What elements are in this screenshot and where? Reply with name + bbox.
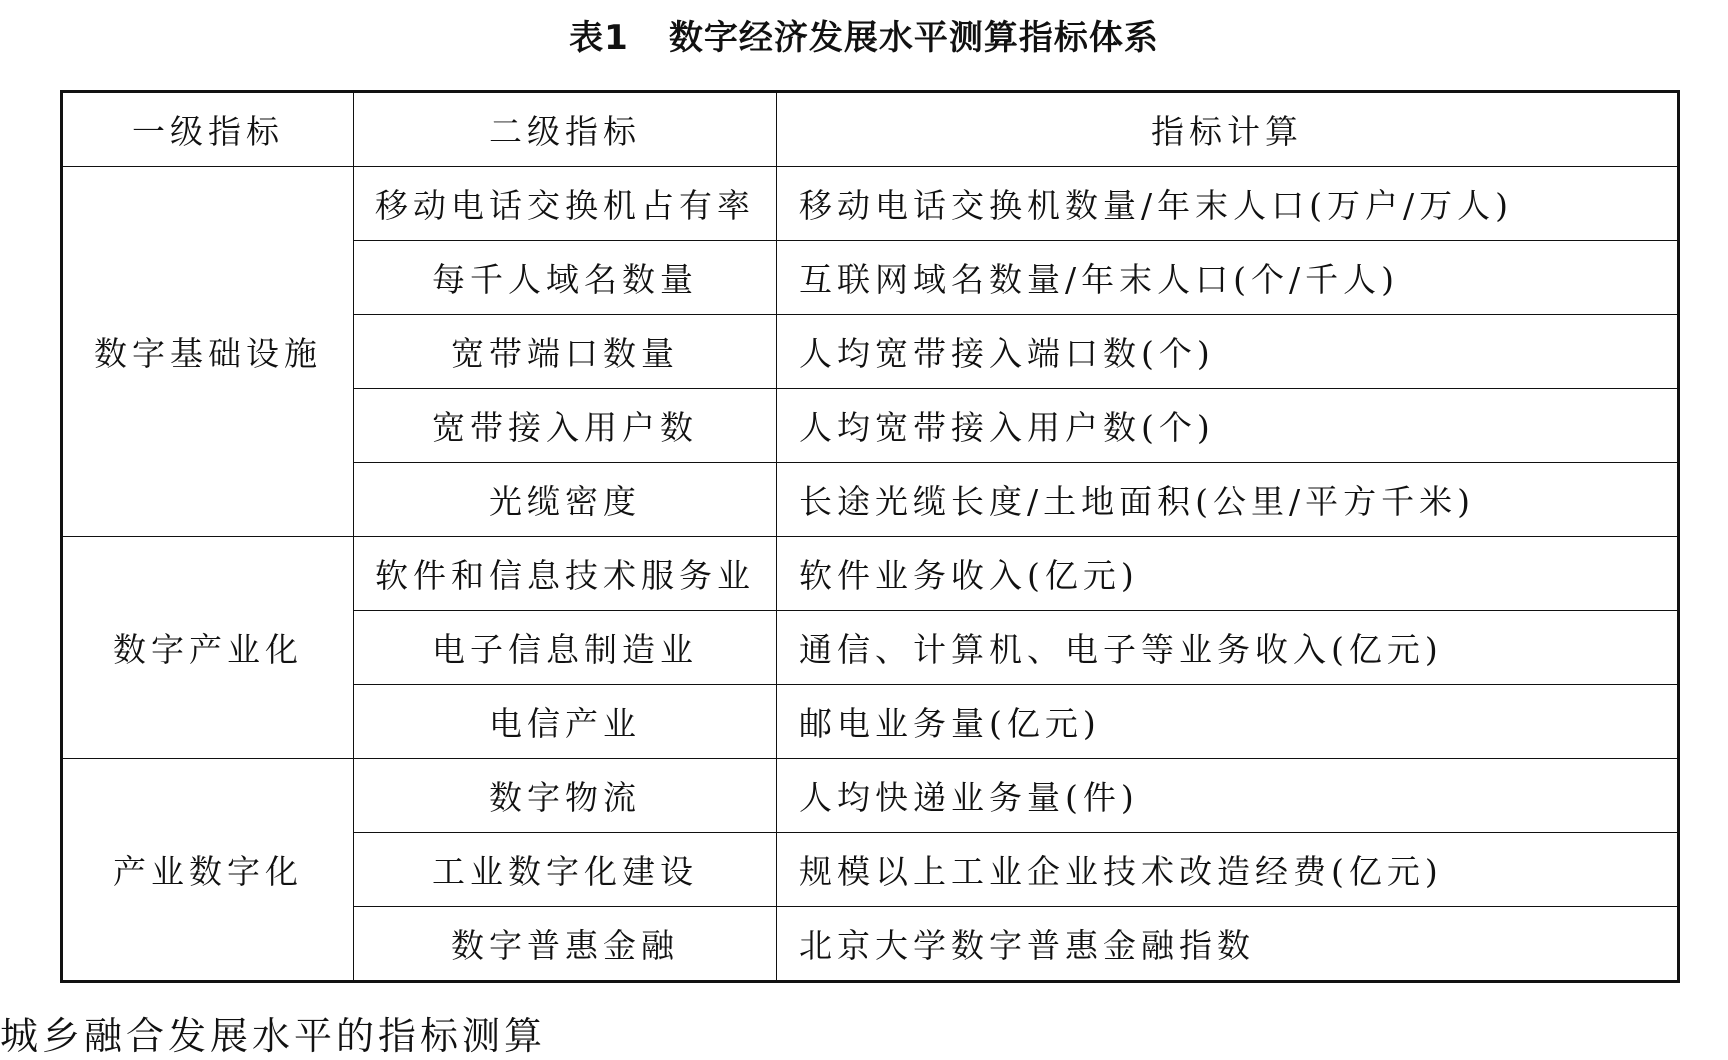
header-level1: 一级指标 (62, 92, 354, 167)
calc-cell: 移动电话交换机数量/年末人口(万户/万人) (777, 167, 1679, 241)
level2-cell: 数字普惠金融 (354, 907, 777, 982)
next-section-heading: 城乡融合发展水平的指标测算 (0, 1014, 547, 1058)
calc-cell: 人均宽带接入端口数(个) (777, 315, 1679, 389)
level2-cell: 光缆密度 (354, 463, 777, 537)
table-title: 数字经济发展水平测算指标体系 (668, 18, 1159, 58)
level2-cell: 工业数字化建设 (354, 833, 777, 907)
calc-cell: 软件业务收入(亿元) (777, 537, 1679, 611)
level2-cell: 电子信息制造业 (354, 611, 777, 685)
calc-cell: 长途光缆长度/土地面积(公里/平方千米) (777, 463, 1679, 537)
calc-cell: 规模以上工业企业技术改造经费(亿元) (777, 833, 1679, 907)
level1-cell: 数字基础设施 (62, 167, 354, 537)
indicator-table (60, 90, 1680, 983)
header-row (62, 92, 1679, 167)
level2-cell: 宽带接入用户数 (354, 389, 777, 463)
level2-cell: 宽带端口数量 (354, 315, 777, 389)
table-number: 表1 (569, 18, 629, 58)
level2-cell: 软件和信息技术服务业 (354, 537, 777, 611)
calc-cell: 人均快递业务量(件) (777, 759, 1679, 833)
level2-cell: 每千人域名数量 (354, 241, 777, 315)
level1-cell: 数字产业化 (62, 537, 354, 759)
table-caption (0, 14, 1728, 62)
level2-cell: 数字物流 (354, 759, 777, 833)
table-row (62, 167, 1679, 241)
calc-cell: 互联网域名数量/年末人口(个/千人) (777, 241, 1679, 315)
header-calc: 指标计算 (777, 92, 1679, 167)
header-level2: 二级指标 (354, 92, 777, 167)
calc-cell: 邮电业务量(亿元) (777, 685, 1679, 759)
table-row (62, 759, 1679, 833)
level2-cell: 电信产业 (354, 685, 777, 759)
calc-cell: 通信、计算机、电子等业务收入(亿元) (777, 611, 1679, 685)
level1-cell: 产业数字化 (62, 759, 354, 982)
level2-cell: 移动电话交换机占有率 (354, 167, 777, 241)
calc-cell: 北京大学数字普惠金融指数 (777, 907, 1679, 982)
calc-cell: 人均宽带接入用户数(个) (777, 389, 1679, 463)
table-row (62, 537, 1679, 611)
